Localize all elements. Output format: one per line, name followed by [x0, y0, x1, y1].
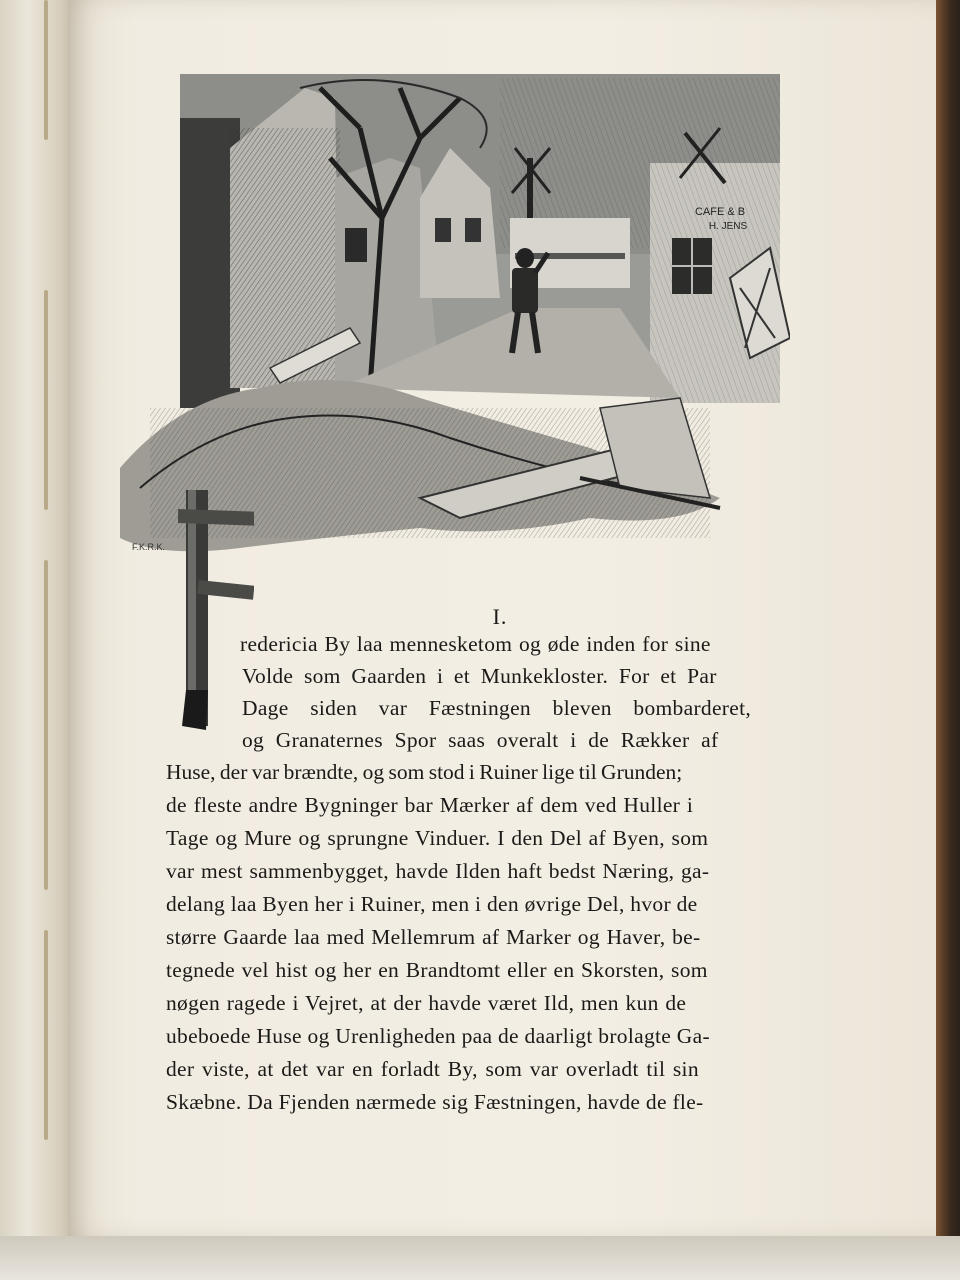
artist-signature: F.K.R.K. [132, 542, 166, 552]
text-line: større Gaarde laa med Mellemrum af Marker og Haver, be- [166, 925, 701, 949]
text-line: Dage siden var Fæstningen bleven bombarderet, [242, 696, 752, 720]
text-line: og Granaternes Spor saas overalt i de Rækker af [242, 728, 719, 752]
text-line: der viste, at det var en forladt By, som var overladt til sin [166, 1057, 699, 1081]
text-line: redericia By laa mennesketom og øde inden for sine [240, 632, 711, 656]
cafe-sign-text: CAFE & B [694, 206, 746, 218]
text-line: Volde som Gaarden i et Munkekloster. For et Par [242, 664, 717, 688]
book-spine-left [0, 0, 70, 1280]
table-surface [0, 1236, 960, 1280]
text-line: Skæbne. Da Fjenden nærmede sig Fæstningen, havde de fle- [166, 1090, 704, 1114]
text-line: delang laa Byen her i Ruiner, men i den øvrige Del, hvor de [166, 892, 698, 916]
binding-stitch [44, 930, 48, 1140]
binding-stitch [44, 0, 48, 140]
text-line: Tage og Mure og sprungne Vinduer. I den Del af Byen, som [166, 826, 709, 850]
text-line: tegnede vel hist og her en Brandtomt eller en Skorsten, som [166, 958, 708, 982]
binding-stitch [44, 290, 48, 510]
text-line: nøgen ragede i Vejret, at der havde været Ild, men kun de [166, 991, 687, 1015]
text-line: ubeboede Huse og Urenligheden paa de daarligt brolagte Ga- [166, 1024, 710, 1048]
text-line: de fleste andre Bygninger bar Mærker af dem ved Huller i [166, 793, 694, 817]
chapter-heading: I. [492, 604, 508, 629]
text-line: Huse, der var brændte, og som stod i Ruiner lige til Grunden; [166, 760, 683, 784]
cafe-sign-owner: H. JENS [708, 221, 748, 232]
text-line: var mest sammenbygget, havde Ilden haft bedst Næring, ga- [166, 859, 710, 883]
